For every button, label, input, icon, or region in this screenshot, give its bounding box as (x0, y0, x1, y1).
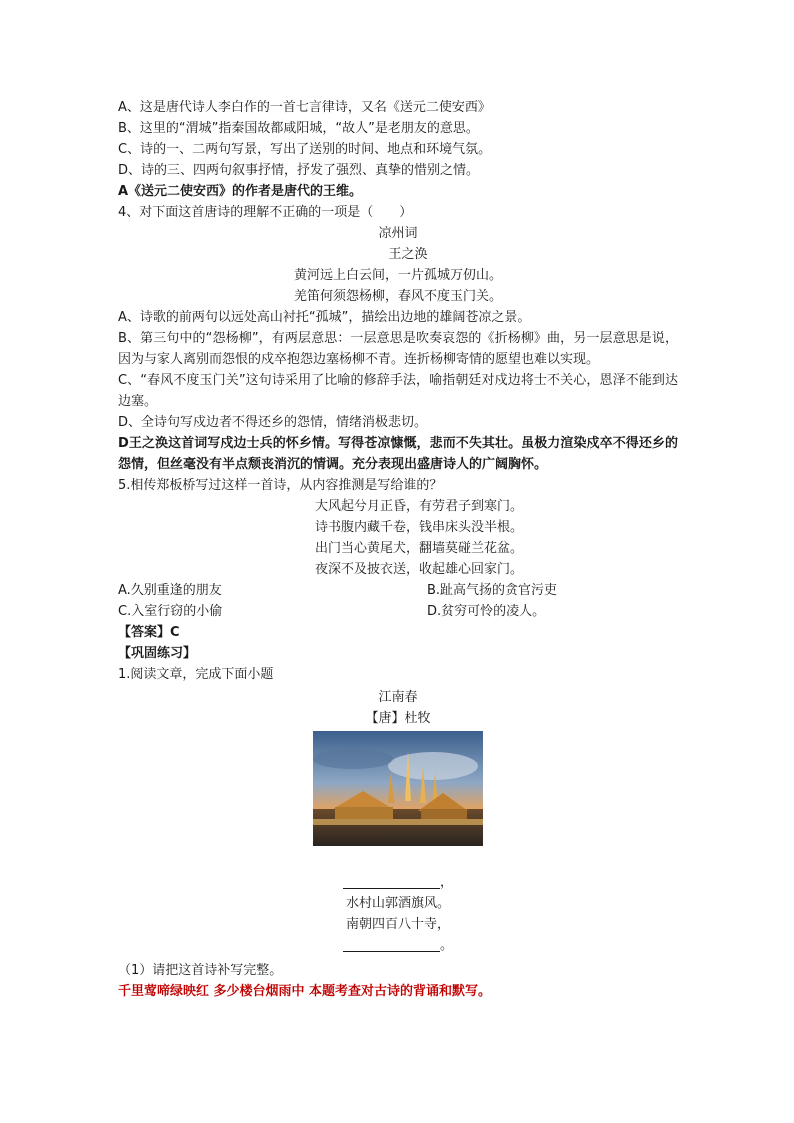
q3-answer: A《送元二使安西》的作者是唐代的王维。 (118, 184, 363, 199)
practice-intro: 1.阅读文章，完成下面小题 (118, 667, 274, 682)
q4-option-c: C、“春风不度玉门关”这句诗采用了比喻的修辞手法，喻指朝廷对戍边将士不关心，恩泽不能到达边塞。 (118, 373, 678, 409)
q3-option-c: C、诗的一、二两句写景，写出了送别的时间、地点和环境气氛。 (118, 142, 492, 157)
q3-option-a: A、这是唐代诗人李白作的一首七言律诗，又名《送元二使安西》 (118, 100, 491, 115)
q4-poem-author: 王之涣 (388, 247, 428, 262)
document-page (118, 97, 678, 1002)
q4-answer: D王之涣这首词写戍边士兵的怀乡情。写得苍凉慷慨，悲而不失其壮。虽极力渲染戍卒不得还乡的怨情，但丝毫没有半点颓丧消沉的情调。充分表现出盛唐诗人的广阔胸怀。 (118, 436, 678, 472)
q5-question: 5.相传郑板桥写过这样一首诗，从内容推测是写给谁的？ (118, 478, 443, 493)
temple-photo (313, 731, 483, 846)
poem2-line2: 水村山郭酒旗风。 (345, 896, 450, 911)
sub-answer: 千里莺啼绿映红 多少楼台烟雨中 本题考查对古诗的背诵和默写。 (118, 984, 492, 999)
poem2-line4-period: 。 (439, 938, 453, 953)
q4-option-d: D、全诗句写戍边者不得还乡的怨情，情绪消极悲切。 (118, 415, 428, 430)
poem2-line3: 南朝四百八十寺， (345, 917, 450, 932)
q4-poem-line: 黄河远上白云间，一片孤城万仞山。 (293, 268, 502, 283)
q3-option-b: B、这里的“渭城”指秦国故都咸阳城，“故人”是老朋友的意思。 (118, 121, 479, 136)
poem2-title: 江南春 (378, 690, 418, 705)
fill-in-blank-1[interactable] (343, 874, 440, 889)
poem2-line4 (118, 935, 678, 956)
q5-poem-line: 夜深不及披衣送，收起雄心回家门。 (315, 562, 524, 577)
poem2-author: 【唐】杜牧 (365, 711, 431, 726)
poem2-line1 (118, 872, 678, 893)
q4-option-a: A、诗歌的前两句以远处高山衬托“孤城”，描绘出边地的雄阔苍凉之景。 (118, 310, 531, 325)
q5-options-row (118, 601, 678, 622)
q5-poem-line: 出门当心黄尾犬，翻墙莫碰兰花盆。 (315, 541, 524, 556)
fill-in-blank-2[interactable] (343, 937, 440, 952)
q4-poem-title: 凉州词 (378, 226, 418, 241)
q5-option-b: B.趾高气扬的贪官污吏 (427, 583, 558, 598)
q5-option-a: A.久别重逢的朋友 (118, 583, 222, 598)
sub-question: （1）请把这首诗补写完整。 (118, 963, 283, 978)
poem2-line1-comma: ， (439, 875, 453, 890)
q5-options-row (118, 580, 678, 601)
q5-option-d: D.贫穷可怜的凌人。 (427, 604, 546, 619)
q3-option-d: D、诗的三、四两句叙事抒情，抒发了强烈、真挚的惜别之情。 (118, 163, 480, 178)
q4-option-b: B、第三句中的“怨杨柳”，有两层意思：一层意思是吹奏哀怨的《折杨柳》曲，另一层意思是说，因为与家人离别而怨恨的戍卒抱怨边塞杨柳不青。连折杨柳寄情的愿望也难以实现。 (118, 331, 678, 367)
q4-question: 4、对下面这首唐诗的理解不正确的一项是（ ） (118, 205, 413, 220)
practice-heading: 【巩固练习】 (118, 646, 197, 661)
q5-option-c: C.入室行窃的小偷 (118, 604, 223, 619)
q5-answer: 【答案】C (118, 625, 180, 640)
q5-poem-line: 诗书腹内藏千卷，钱串床头没半根。 (315, 520, 524, 535)
q4-poem-line: 羌笛何须怨杨柳，春风不度玉门关。 (293, 289, 502, 304)
q5-poem-line: 大风起兮月正昏，有劳君子到寒门。 (315, 499, 524, 514)
